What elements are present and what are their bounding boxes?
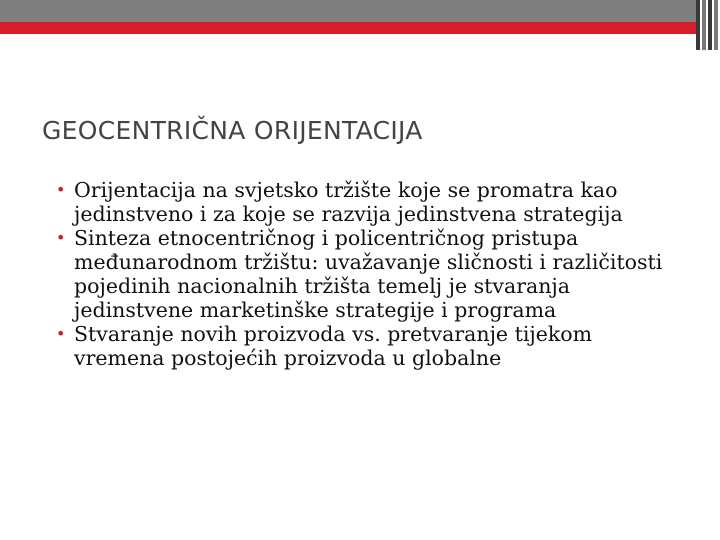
slide-title: GEOCENTRIČNA ORIJENTACIJA [42, 116, 423, 145]
bullet-list [50, 178, 686, 370]
header-stripes [696, 0, 720, 50]
header-gray-band [0, 0, 696, 22]
bullet-marker: • [56, 228, 66, 247]
bullet-marker: • [56, 324, 66, 343]
bullet-marker: • [56, 180, 66, 199]
bullet-item [50, 178, 686, 226]
bullet-item [50, 322, 686, 370]
bullet-text: Sinteza etnocentričnog i policentričnog pristupa međunarodnom tržištu: uvažavanje sličnosti i različitosti pojedinih nacionalnih tržišta temelj je stvaranja jedinstvene marketinške strategije i programa [74, 226, 663, 322]
header-decoration [0, 0, 720, 34]
header-red-band [0, 22, 696, 34]
bullet-text: Orijentacija na svjetsko tržište koje se promatra kao jedinstveno i za koje se razvija jedinstvena strategija [74, 178, 623, 226]
bullet-item [50, 226, 686, 322]
bullet-text: Stvaranje novih proizvoda vs. pretvaranje tijekom vremena postojećih proizvoda u globalne [74, 322, 593, 370]
